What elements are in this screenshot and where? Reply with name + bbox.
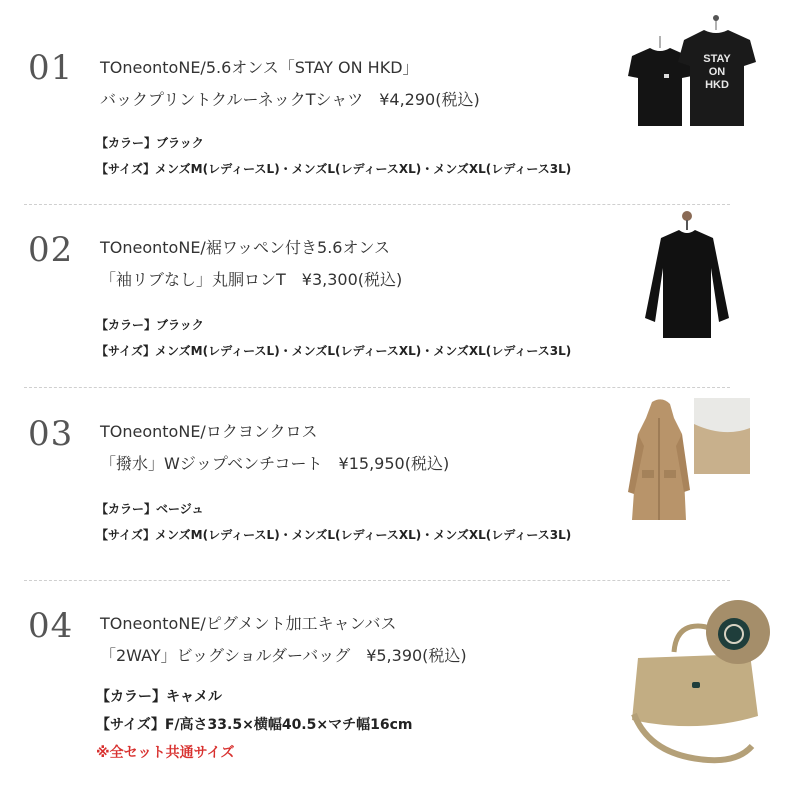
product-title — [100, 608, 467, 672]
product-title-line1: TOneontoNE/ロクヨンクロス — [100, 422, 318, 441]
product-specs — [96, 683, 412, 767]
color-spec: 【カラー】キャメル — [96, 689, 222, 705]
color-spec: 【カラー】ブラック — [96, 318, 204, 332]
product-title-line1: TOneontoNE/ピグメント加工キャンバス — [100, 614, 397, 633]
product-title-line1: TOneontoNE/裾ワッペン付き5.6オンス — [100, 238, 390, 257]
product-title-line2: 「袖リブなし」丸胴ロンT ¥3,300(税込) — [100, 270, 403, 289]
product-photo-coat — [624, 394, 754, 524]
product-title-line2: 「撥水」Wジップベンチコート ¥15,950(税込) — [100, 454, 450, 473]
section-divider — [24, 580, 730, 581]
product-specs — [96, 496, 571, 548]
product-title-line2: バックプリントクルーネックTシャツ ¥4,290(税込) — [100, 90, 480, 109]
item-number: 03 — [28, 414, 74, 454]
section-divider — [24, 387, 730, 388]
item-number: 02 — [28, 230, 74, 270]
product-photo-longsleeve — [625, 208, 745, 348]
product-specs — [96, 312, 571, 364]
svg-text:ON: ON — [708, 66, 726, 78]
product-title-line1: TOneontoNE/5.6オンス「STAY ON HKD」 — [100, 58, 419, 77]
size-spec: 【サイズ】メンズM(レディースL)・メンズL(レディースXL)・メンズXL(レディース3L) — [96, 344, 572, 358]
size-spec: 【サイズ】メンズM(レディースL)・メンズL(レディースXL)・メンズXL(レディース3L) — [96, 528, 572, 542]
product-photo-bag — [620, 596, 770, 776]
product-title — [100, 232, 402, 296]
common-size-note: ※全セット共通サイズ — [96, 745, 235, 761]
product-title — [100, 416, 449, 480]
product-title — [100, 52, 480, 116]
color-spec: 【カラー】ベージュ — [96, 502, 204, 516]
size-spec: 【サイズ】F/高さ33.5×横幅40.5×マチ幅16cm — [96, 717, 413, 733]
tshirt-print-text: STAY — [703, 53, 731, 65]
product-title-line2: 「2WAY」ビッグショルダーバッグ ¥5,390(税込) — [100, 646, 467, 665]
size-spec: 【サイズ】メンズM(レディースL)・メンズL(レディースXL)・メンズXL(レディース3L) — [96, 162, 572, 176]
svg-text:HKD: HKD — [705, 79, 729, 91]
product-photo-tshirt — [620, 14, 760, 134]
color-spec: 【カラー】ブラック — [96, 136, 204, 150]
item-number: 04 — [28, 606, 74, 646]
item-number: 01 — [28, 48, 74, 88]
product-specs — [96, 130, 571, 182]
section-divider — [24, 204, 730, 205]
